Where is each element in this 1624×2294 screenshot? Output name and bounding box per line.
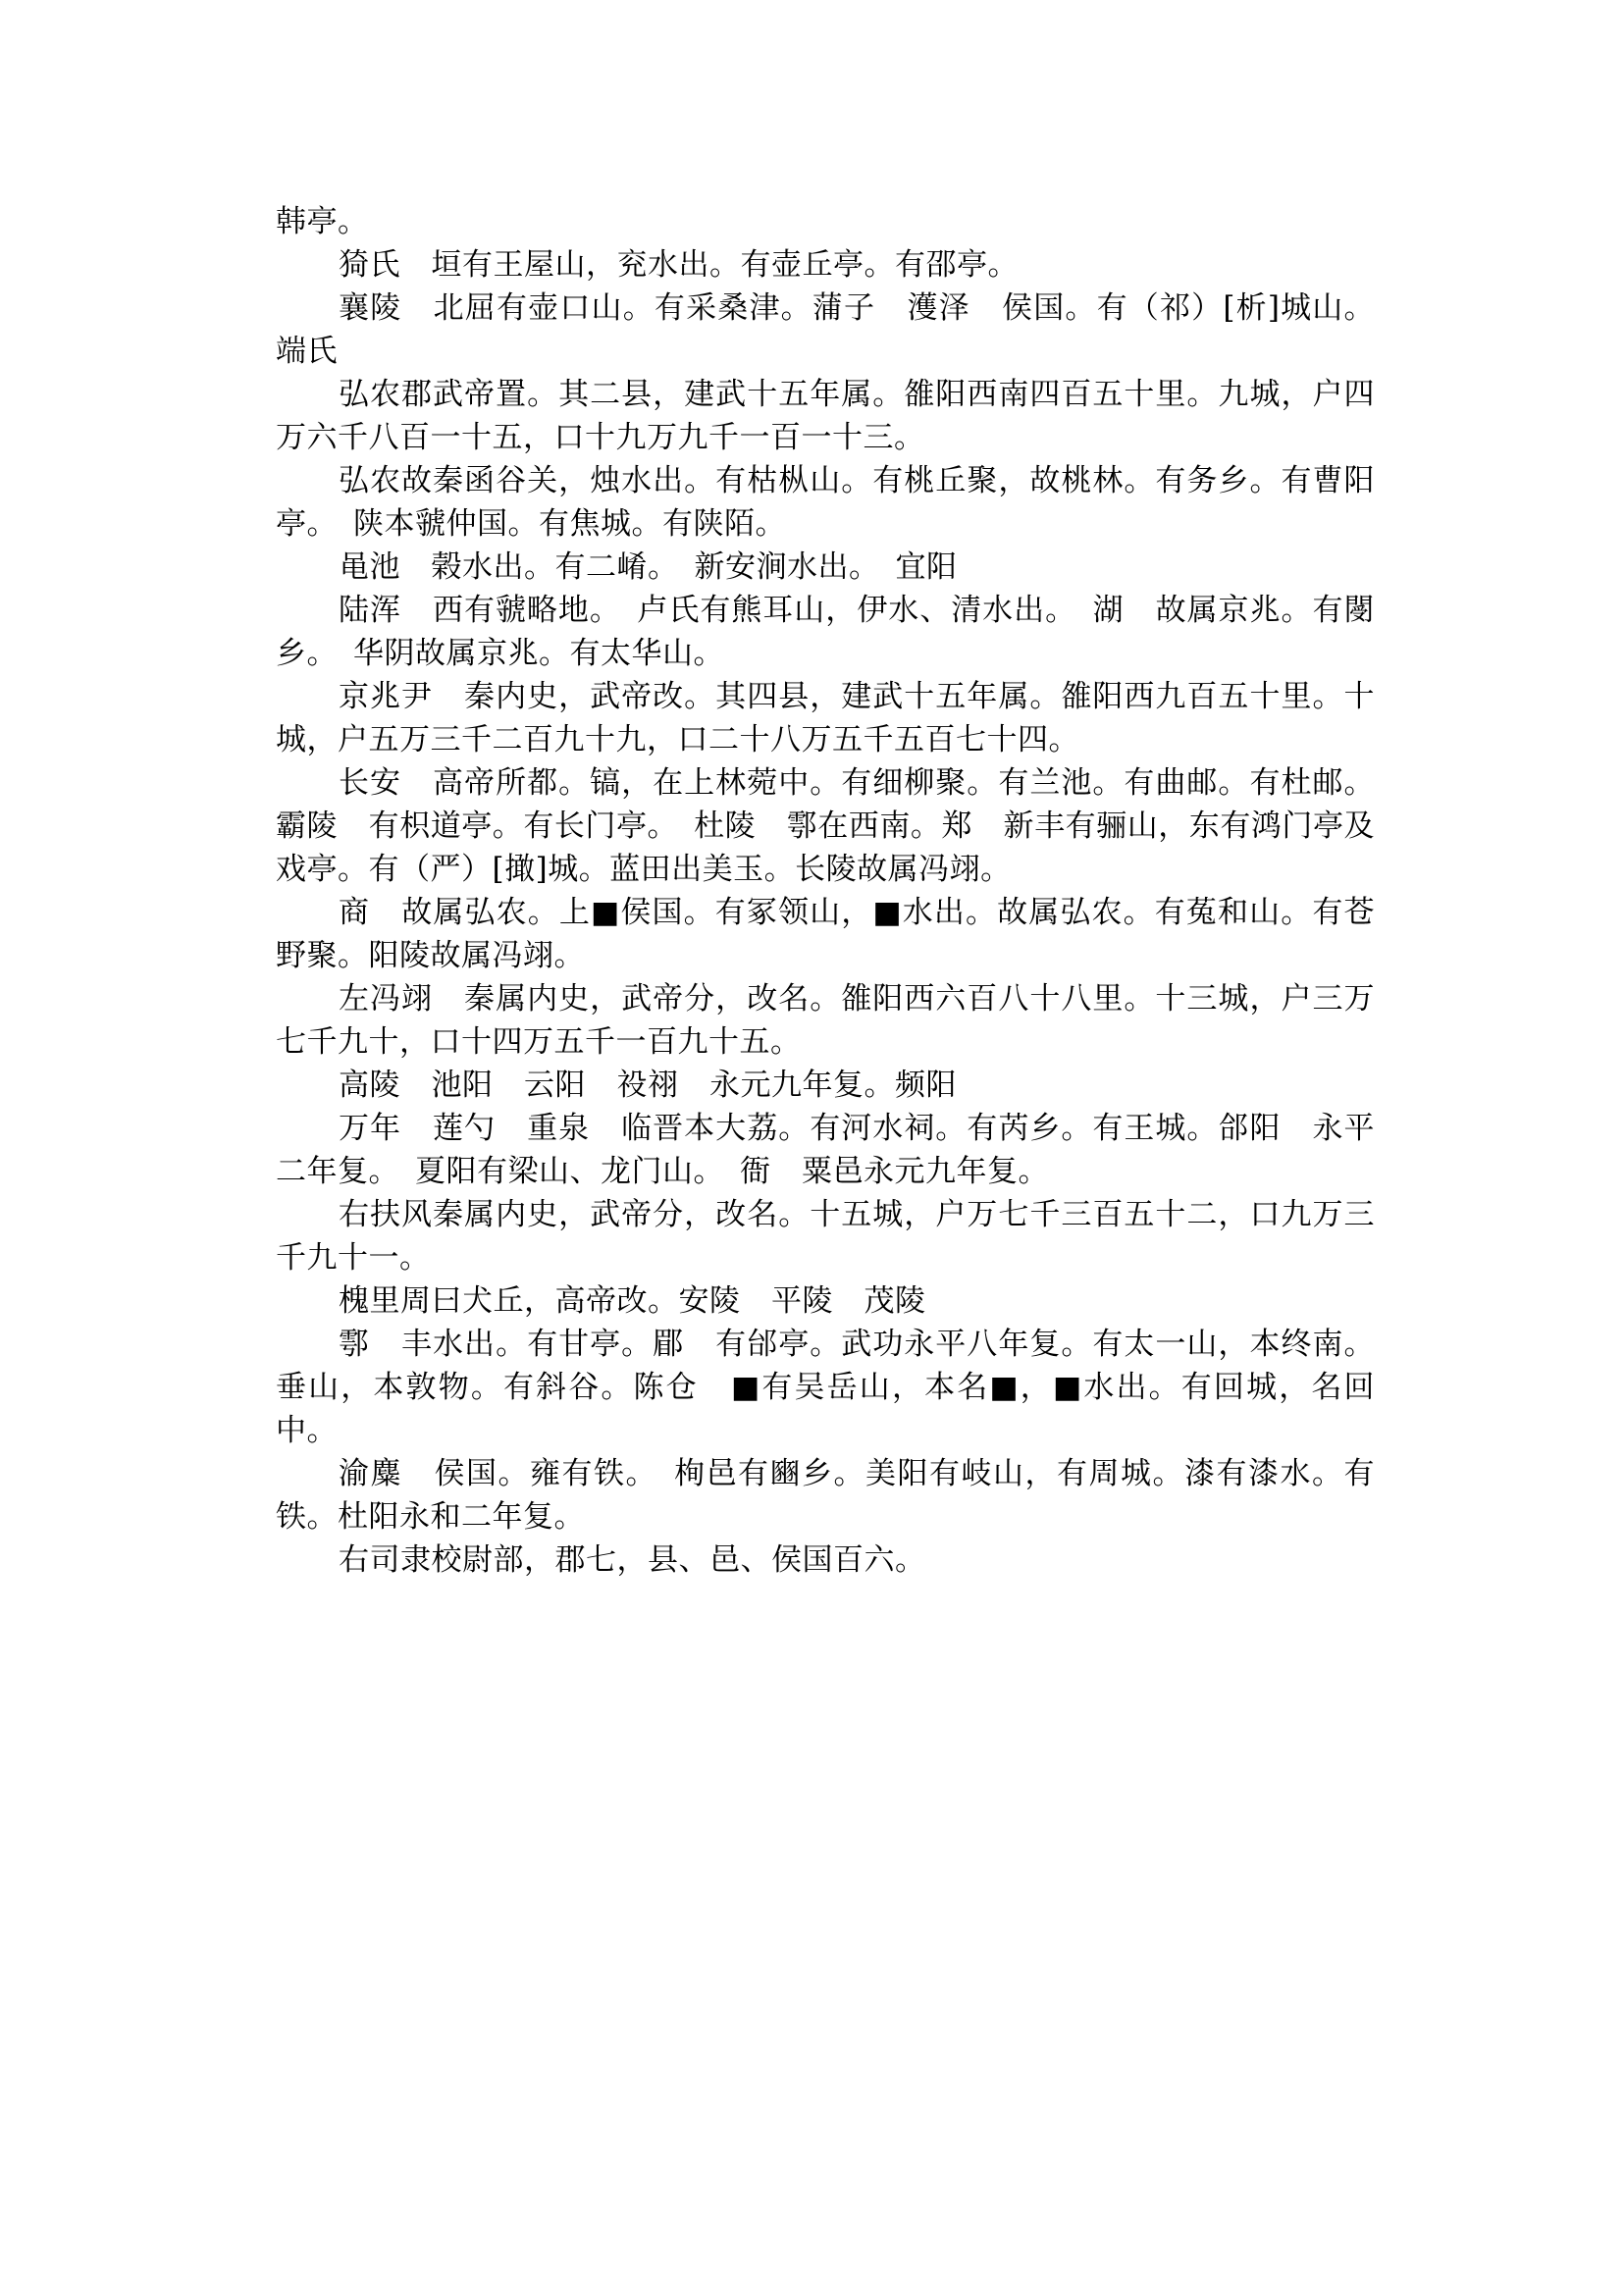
paragraph: 商 故属弘农。上■侯国。有冢领山，■水出。故属弘农。有菟和山。有苍野聚。阳陵故属冯翊。 <box>276 895 1375 973</box>
paragraph: 渝麋 侯国。雍有铁。 栒邑有豳乡。美阳有岐山，有周城。漆有漆水。有铁。杜阳永和二年复。 <box>276 1456 1375 1535</box>
paragraph: 韩亭。 <box>276 204 369 239</box>
paragraph: 右扶风秦属内史，武帝分，改名。十五城，户万七千三百五十二，口九万三千九十一。 <box>276 1197 1375 1276</box>
text-body <box>276 200 1375 1582</box>
paragraph: 长安 高帝所都。镐，在上林菀中。有细柳聚。有兰池。有曲邮。有杜邮。霸陵 有枳道亭。有长门亭。 杜陵 鄠在西南。郑 新丰有骊山，东有鸿门亭及戏亭。有（严）[撖]城。蓝田出美玉。长陵故属冯翊。 <box>276 765 1375 887</box>
paragraph: 左冯翊 秦属内史，武帝分，改名。雒阳西六百八十八里。十三城，户三万七千九十，口十四万五千一百九十五。 <box>276 981 1375 1060</box>
paragraph: 高陵 池阳 云阳 祋祤 永元九年复。频阳 <box>339 1068 957 1103</box>
paragraph: 鄠 丰水出。有甘亭。郿 有邰亭。武功永平八年复。有太一山，本终南。垂山，本敦物。有斜谷。陈仓 ■有吴岳山，本名■，■水出。有回城，名回中。 <box>276 1327 1375 1448</box>
paragraph: 京兆尹 秦内史，武帝改。其四县，建武十五年属。雒阳西九百五十里。十城，户五万三千二百九十九，口二十八万五千五百七十四。 <box>276 679 1375 757</box>
paragraph: 黾池 榖水出。有二崤。 新安涧水出。 宜阳 <box>339 549 958 585</box>
paragraph: 弘农郡武帝置。其二县，建武十五年属。雒阳西南四百五十里。九城，户四万六千八百一十五，口十九万九千一百一十三。 <box>276 377 1375 455</box>
paragraph: 槐里周曰犬丘，高帝改。安陵 平陵 茂陵 <box>339 1283 926 1319</box>
paragraph: 弘农故秦函谷关，烛水出。有枯枞山。有桃丘聚，故桃林。有务乡。有曹阳亭。 陕本虢仲国。有焦城。有陕陌。 <box>276 463 1375 542</box>
paragraph: 猗氏 垣有王屋山，兖水出。有壶丘亭。有邵亭。 <box>339 247 1019 283</box>
paragraph: 陆浑 西有虢略地。 卢氏有熊耳山，伊水、清水出。 湖 故属京兆。有閿乡。 华阴故属京兆。有太华山。 <box>276 593 1375 671</box>
paragraph: 万年 莲勺 重泉 临晋本大荔。有河水祠。有芮乡。有王城。郃阳 永平二年复。 夏阳有梁山、龙门山。 衙 粟邑永元九年复。 <box>276 1111 1375 1189</box>
paragraph: 襄陵 北屈有壶口山。有采桑津。蒲子 濩泽 侯国。有（祁）[析]城山。端氏 <box>276 290 1375 369</box>
paragraph: 右司隶校尉部，郡七，县、邑、侯国百六。 <box>339 1542 926 1578</box>
